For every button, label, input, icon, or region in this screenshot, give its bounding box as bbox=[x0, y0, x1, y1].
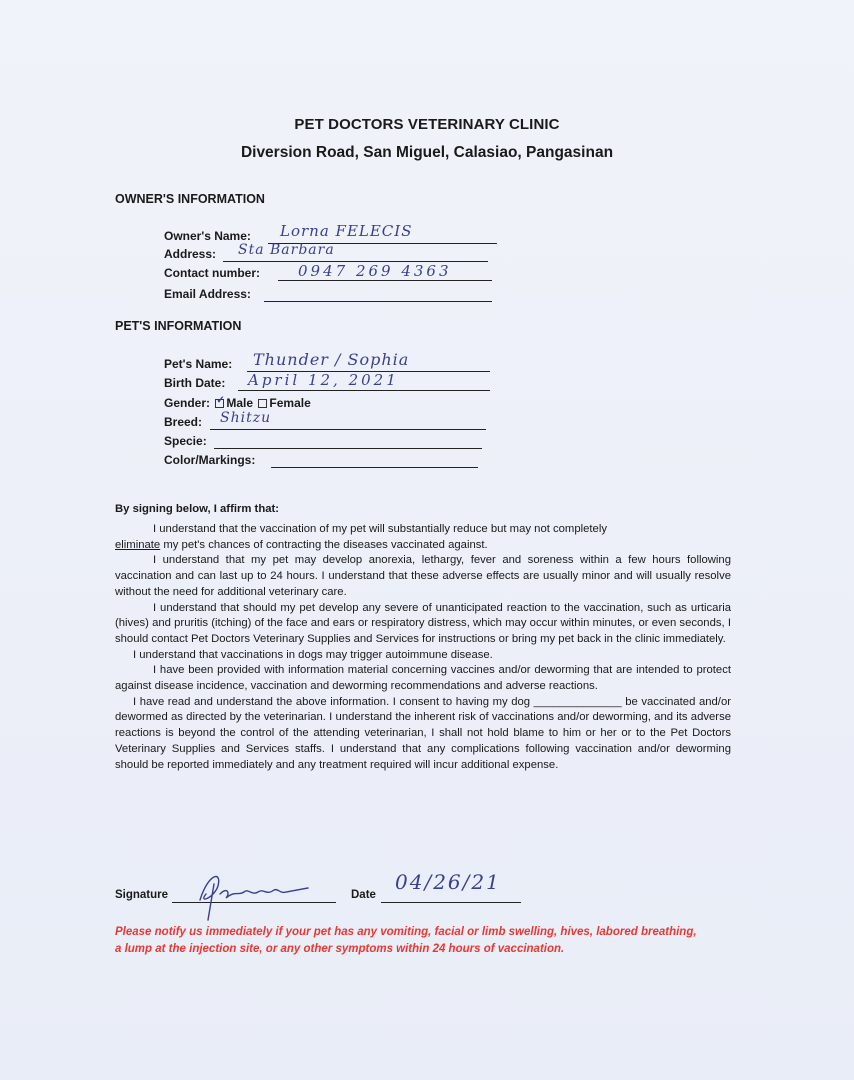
owner-name-value[interactable]: Lorna FELECIS bbox=[280, 222, 413, 240]
affirm-body bbox=[115, 522, 731, 773]
breed-label: Breed: bbox=[164, 415, 203, 429]
signature-mark[interactable] bbox=[178, 864, 318, 924]
affirm-p1 bbox=[115, 522, 731, 553]
clinic-title: PET DOCTORS VETERINARY CLINIC bbox=[294, 116, 560, 133]
date-label: Date bbox=[351, 889, 376, 901]
contact-line bbox=[278, 280, 492, 281]
color-line bbox=[271, 467, 478, 468]
address-label: Address: bbox=[164, 247, 217, 261]
affirm-p3: I understand that should my pet develop any severe of unanticipated reaction to the vaccination, such as urticaria (hives) and pruritis (itching) of the face and ears or respiratory distress, which may occur within minutes, or even seconds, I should contact Pet Doctors Veterinary Supplies and Services for instructions or bring my pet back in the clinic immediately. bbox=[115, 601, 731, 645]
pet-section-title: PET'S INFORMATION bbox=[115, 319, 242, 333]
date-value[interactable]: 04/26/21 bbox=[395, 870, 501, 894]
signature-label: Signature bbox=[115, 889, 169, 901]
pet-name-label: Pet's Name: bbox=[164, 357, 233, 371]
affirm-p5: I have been provided with information material concerning vaccines and/or deworming that are intended to protect against disease incidence, vaccination and deworming recommendations and adverse reactions. bbox=[115, 664, 731, 693]
affirm-p6-pre: I have read and understand the above information. I consent to having my dog bbox=[133, 695, 531, 708]
breed-value[interactable]: Shitzu bbox=[220, 410, 272, 426]
aftercare-warning: Please notify us immediately if your pet has any vomiting, facial or limb swelling, hives, labored breathing, a lump at the injection site, or any other symptoms within 24 hours of vaccination. bbox=[115, 926, 697, 955]
gender-row bbox=[164, 396, 311, 410]
affirm-p6-post: be vaccinated and/or dewormed as directed by the veterinarian. I understand the inherent risk of vaccinations and/or deworming, and its adverse reactions is beyond the control of the attending veterinarian, I shall not hold blame to him or her or to the Pet Doctors Veterinary Supplies and Services staffs. I understand that any complications following vaccination and/or deworming should be reported immediately and any treatment required will incur additional expense. bbox=[115, 695, 731, 771]
affirm-p2: I understand that my pet may develop anorexia, lethargy, fever and soreness within a few hours following vaccination and can last up to 24 hours. I understand that these adverse effects are usually minor and will usually resolve without the need for additional veterinary care. bbox=[115, 554, 731, 598]
gender-female-label: Female bbox=[269, 396, 311, 410]
owner-section-title: OWNER'S INFORMATION bbox=[115, 192, 265, 206]
specie-line bbox=[214, 448, 482, 449]
male-checkbox[interactable]: ✓ bbox=[216, 395, 225, 407]
date-line bbox=[381, 902, 521, 903]
affirm-p6 bbox=[115, 695, 731, 774]
address-value[interactable]: Sta Barbara bbox=[238, 242, 335, 258]
gender-label: Gender: bbox=[164, 396, 211, 410]
affirm-p1-post: my pet's chances of contracting the diseases vaccinated against. bbox=[160, 538, 488, 551]
birth-date-line bbox=[238, 390, 490, 391]
affirm-p4: I understand that vaccinations in dogs may trigger autoimmune disease. bbox=[133, 648, 493, 661]
birth-date-label: Birth Date: bbox=[164, 376, 226, 390]
dog-name-blank[interactable]: ______________ bbox=[533, 695, 622, 708]
contact-value[interactable]: 0947 269 4363 bbox=[298, 262, 452, 280]
pet-name-value[interactable]: Thunder / Sophia bbox=[253, 350, 410, 369]
affirm-heading: By signing below, I affirm that: bbox=[115, 503, 280, 515]
contact-label: Contact number: bbox=[164, 266, 260, 280]
affirm-p1-text: I understand that the vaccination of my pet will substantially reduce but may not completely bbox=[153, 523, 607, 535]
color-label: Color/Markings: bbox=[164, 453, 256, 467]
specie-label: Specie: bbox=[164, 434, 207, 448]
birth-date-value[interactable]: April 12, 2021 bbox=[248, 371, 399, 389]
breed-line bbox=[210, 429, 486, 430]
email-label: Email Address: bbox=[164, 287, 251, 301]
female-checkbox[interactable] bbox=[258, 399, 267, 408]
gender-male-label: Male bbox=[226, 396, 254, 410]
owner-name-label: Owner's Name: bbox=[164, 229, 251, 243]
affirm-p1-underlined: eliminate bbox=[115, 538, 161, 551]
clinic-address: Diversion Road, San Miguel, Calasiao, Pangasinan bbox=[240, 144, 614, 161]
email-line bbox=[264, 301, 492, 302]
